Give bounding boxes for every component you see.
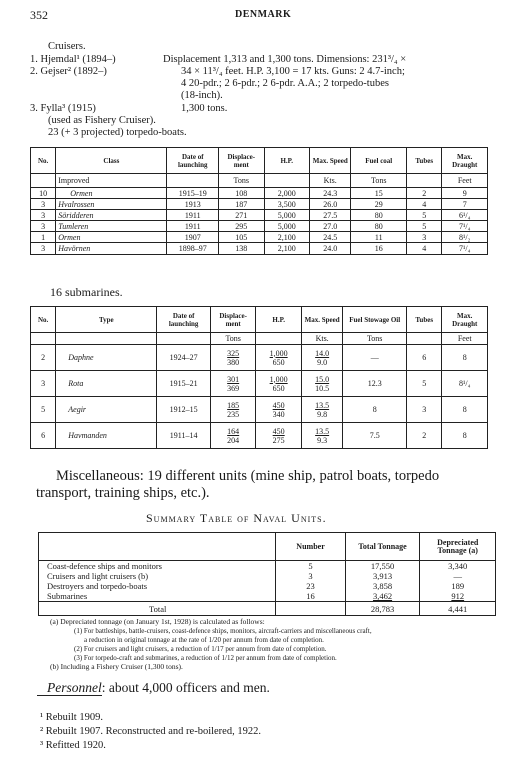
cruiser-line2-left: 2. Gejser² (1892–) — [30, 66, 107, 77]
cell-no: 3 — [31, 199, 56, 210]
hp-surface: 1,000 — [269, 374, 288, 384]
hp-surface: 450 — [272, 400, 285, 410]
cell-tubes: 3 — [407, 232, 442, 243]
th-draught: Max. Draught — [442, 148, 488, 174]
summary-body — [39, 561, 496, 602]
cell-hp — [256, 371, 301, 397]
cell-hp: 5,000 — [264, 210, 309, 221]
cell-draught: 7¹/₄ — [442, 243, 488, 255]
cell-speed — [301, 371, 342, 397]
th-no: No. — [31, 148, 56, 174]
th-draught: Max. Draught — [442, 307, 488, 333]
th-depreciated: Depreciated Tonnage (a) — [420, 533, 496, 561]
hp-surface: 1,000 — [269, 348, 288, 358]
tonnage-destroyers: 3,858 — [372, 581, 393, 591]
cell-hp — [256, 345, 301, 371]
cell-no: 3 — [31, 210, 56, 221]
unit-cell — [31, 174, 56, 188]
th-speed: Max. Speed — [310, 148, 351, 174]
speed-submerged: 9.0 — [317, 357, 328, 367]
cell-hp — [256, 397, 301, 423]
cruiser-line2-right: 34 × 11³/₄ feet. H.P. 3,100 = 17 kts. Guns: 2 4.7-inch; — [181, 66, 405, 77]
cell-tubes: 2 — [407, 188, 442, 199]
cell-fuel: 7.5 — [343, 423, 407, 449]
cell-no: 3 — [31, 243, 56, 255]
th-category — [39, 533, 276, 561]
cell-disp: 187 — [219, 199, 264, 210]
unit-cell — [264, 174, 309, 188]
disp-surface: 325 — [227, 348, 240, 358]
table-row — [31, 423, 488, 449]
personnel-line — [47, 680, 270, 696]
th-displacement: Displace-ment — [219, 148, 264, 174]
total-tonnage: 28,783 — [345, 602, 420, 616]
cruiser-line4: (18-inch). — [181, 90, 223, 101]
unit-cell: Kts. — [310, 174, 351, 188]
cell-disp — [210, 397, 255, 423]
table-row — [31, 345, 488, 371]
th-displacement: Displace-ment — [210, 307, 255, 333]
unit-cell: Kts. — [301, 333, 342, 345]
table-row — [31, 199, 488, 210]
row-label-coast-defence: Coast-defence ships and monitors — [47, 561, 162, 571]
note-a3: a reduction in original tonnage at the rate of 1/20 per annum from date of completion. — [84, 636, 324, 644]
unit-cell — [31, 333, 56, 345]
cell-disp: 295 — [219, 221, 264, 232]
submarine-table — [30, 306, 488, 449]
cell-no: 3 — [31, 221, 56, 232]
depreciated-cruisers: — — [453, 571, 462, 581]
class-cell: Improved — [56, 174, 167, 188]
unit-cell: Tons — [351, 174, 407, 188]
cell-type: Daphne — [56, 345, 157, 371]
cell-fuel: 15 — [351, 188, 407, 199]
cell-disp — [210, 423, 255, 449]
cell-class: Ormen — [56, 232, 167, 243]
speed-surface: 13.5 — [315, 426, 330, 436]
cell-date: 1924–27 — [157, 345, 211, 371]
table-row — [31, 397, 488, 423]
cell-fuel: 11 — [351, 232, 407, 243]
cell-speed: 24.0 — [310, 243, 351, 255]
num-cruisers: 3 — [308, 571, 313, 581]
total-label: Total — [39, 602, 276, 616]
unit-cell: Tons — [210, 333, 255, 345]
speed-submerged: 10.5 — [315, 383, 330, 393]
cell-type: Aegir — [56, 397, 157, 423]
cell-class: Söridderen — [56, 210, 167, 221]
cell-hp: 5,000 — [264, 221, 309, 232]
misc-line1: Miscellaneous: 19 different units (mine ship, patrol boats, torpedo — [56, 468, 440, 484]
cell-date: 1911–14 — [157, 423, 211, 449]
note-b: (b) Including a Fishery Cruiser (1,300 tons). — [50, 662, 183, 671]
cell-fuel: 8 — [343, 397, 407, 423]
hp-submerged: 650 — [272, 357, 285, 367]
th-total-tonnage: Total Tonnage — [345, 533, 420, 561]
row-label-destroyers: Destroyers and torpedo-boats — [47, 581, 148, 591]
table-row — [31, 232, 488, 243]
cell-fuel: 80 — [351, 221, 407, 232]
cell-speed: 27.0 — [310, 221, 351, 232]
cell-disp: 105 — [219, 232, 264, 243]
cell-disp — [210, 371, 255, 397]
table-row — [31, 221, 488, 232]
cell-draught: 8 — [442, 397, 488, 423]
th-date: Date of launching — [167, 148, 219, 174]
personnel-text: : about 4,000 officers and men. — [101, 680, 270, 695]
cell-no: 2 — [31, 345, 56, 371]
unit-cell — [56, 333, 157, 345]
cell-hp: 2,000 — [264, 188, 309, 199]
cell-tubes: 4 — [407, 199, 442, 210]
cell-draught: 8 — [442, 345, 488, 371]
cell-speed — [301, 423, 342, 449]
disp-submerged: 204 — [227, 435, 240, 445]
hp-submerged: 340 — [272, 409, 285, 419]
th-date: Date of launching — [157, 307, 211, 333]
cell-tubes: 5 — [407, 371, 442, 397]
unit-cell: Tons — [343, 333, 407, 345]
cell-disp — [210, 345, 255, 371]
num-submarines: 16 — [306, 591, 315, 601]
submarines-heading: 16 submarines. — [50, 285, 123, 299]
cell-date: 1913 — [167, 199, 219, 210]
units-row — [31, 174, 488, 188]
cell-hp: 2,100 — [264, 243, 309, 255]
cell-type: Havmanden — [56, 423, 157, 449]
cell-tubes: 3 — [407, 397, 442, 423]
running-title: DENMARK — [235, 9, 292, 20]
disp-surface: 164 — [227, 426, 240, 436]
disp-submerged: 369 — [227, 383, 240, 393]
unit-cell — [407, 174, 442, 188]
cell-disp: 108 — [219, 188, 264, 199]
row-label-submarines: Submarines — [47, 591, 88, 601]
cell-class: Tumleren — [56, 221, 167, 232]
tonnage-submarines: 3,462 — [372, 591, 393, 601]
page-number: 352 — [30, 8, 48, 22]
unit-cell — [256, 333, 301, 345]
note-a1: (a) Depreciated tonnage (on January 1st, 1928) is calculated as follows: — [50, 617, 265, 626]
cruiser-line6: (used as Fishery Cruiser). — [48, 115, 156, 126]
depreciated-coast-defence: 3,340 — [448, 561, 468, 571]
cell-fuel: — — [343, 345, 407, 371]
torpedo-boat-table — [30, 147, 488, 255]
total-depreciated: 4,441 — [420, 602, 496, 616]
th-no: No. — [31, 307, 56, 333]
note-a4: (2) For cruisers and light cruisers, a reduction of 1/17 per annum from date of completion. — [74, 645, 327, 653]
table-row — [31, 371, 488, 397]
misc-line2: transport, training ships, etc.). — [36, 485, 210, 501]
table-row — [31, 210, 488, 221]
cell-tubes: 2 — [407, 423, 442, 449]
cell-no: 1 — [31, 232, 56, 243]
footnote-3: ³ Refitted 1920. — [40, 740, 106, 751]
cell-hp — [256, 423, 301, 449]
cell-disp: 271 — [219, 210, 264, 221]
speed-surface: 13.5 — [315, 400, 330, 410]
disp-surface: 301 — [227, 374, 240, 384]
tonnage-coast-defence: 17,550 — [370, 561, 395, 571]
cell-speed — [301, 345, 342, 371]
th-fuel: Fuel coal — [351, 148, 407, 174]
cell-fuel: 80 — [351, 210, 407, 221]
cell-draught: 9 — [442, 188, 488, 199]
depreciated-destroyers: 189 — [451, 581, 465, 591]
speed-surface: 14.0 — [315, 348, 330, 358]
unit-cell — [157, 333, 211, 345]
torpedo-boats-heading: 23 (+ 3 projected) torpedo-boats. — [48, 127, 187, 138]
row-label-cruisers: Cruisers and light cruisers (b) — [47, 571, 149, 581]
cell-date: 1898–97 — [167, 243, 219, 255]
cell-type: Rota — [56, 371, 157, 397]
cell-date: 1912–15 — [157, 397, 211, 423]
cruisers-heading: Cruisers. — [48, 41, 86, 52]
cell-speed: 24.5 — [310, 232, 351, 243]
table-row — [31, 188, 488, 199]
num-destroyers: 23 — [306, 581, 315, 591]
cruiser-line1-left: 1. Hjemdal¹ (1894–) — [30, 54, 116, 65]
cell-date: 1907 — [167, 232, 219, 243]
cell-draught: 8¹/₄ — [442, 371, 488, 397]
cell-no: 3 — [31, 371, 56, 397]
cell-date: 1915–21 — [157, 371, 211, 397]
cell-draught: 7 — [442, 199, 488, 210]
summary-table — [38, 532, 496, 616]
cell-class: Ormen — [56, 188, 167, 199]
cell-tubes: 4 — [407, 243, 442, 255]
num-coast-defence: 5 — [308, 561, 313, 571]
unit-cell — [167, 174, 219, 188]
footnote-2: ² Rebuilt 1907. Reconstructed and re-boilered, 1922. — [40, 726, 261, 737]
cell-class: Hvalrossen — [56, 199, 167, 210]
unit-cell — [407, 333, 442, 345]
units-row — [31, 333, 488, 345]
cruiser-line5-left: 3. Fylla³ (1915) — [30, 103, 96, 114]
disp-surface: 185 — [227, 400, 240, 410]
footnote-1: ¹ Rebuilt 1909. — [40, 712, 103, 723]
cell-speed: 26.0 — [310, 199, 351, 210]
cell-fuel: 29 — [351, 199, 407, 210]
cruiser-line3: 4 20-pdr.; 2 6-pdr.; 2 6-pdr. A.A.; 2 torpedo-tubes — [181, 78, 389, 89]
th-speed: Max. Speed — [301, 307, 342, 333]
th-type: Type — [56, 307, 157, 333]
disp-submerged: 380 — [227, 357, 240, 367]
th-hp: H.P. — [264, 148, 309, 174]
cell-hp: 3,500 — [264, 199, 309, 210]
unit-cell: Tons — [219, 174, 264, 188]
speed-submerged: 9.8 — [317, 409, 328, 419]
cell-tubes: 5 — [407, 210, 442, 221]
cell-draught: 7¹/₄ — [442, 221, 488, 232]
cell-draught: 6¹/₄ — [442, 210, 488, 221]
th-tubes: Tubes — [407, 148, 442, 174]
disp-submerged: 235 — [227, 409, 240, 419]
summary-title: Summary Table of Naval Units. — [146, 511, 327, 525]
th-class: Class — [56, 148, 167, 174]
cell-speed: 24.3 — [310, 188, 351, 199]
cruiser-line5-right: 1,300 tons. — [181, 103, 228, 114]
cell-fuel: 12.3 — [343, 371, 407, 397]
cell-no: 5 — [31, 397, 56, 423]
depreciated-submarines: 912 — [451, 591, 465, 601]
unit-cell: Feet — [442, 174, 488, 188]
th-number: Number — [276, 533, 345, 561]
speed-surface: 15.0 — [315, 374, 330, 384]
th-fuel: Fuel Stowage Oil — [343, 307, 407, 333]
cell-tubes: 5 — [407, 221, 442, 232]
cell-date: 1915–19 — [167, 188, 219, 199]
th-tubes: Tubes — [407, 307, 442, 333]
cell-hp: 2,100 — [264, 232, 309, 243]
cell-date: 1911 — [167, 221, 219, 232]
cell-disp: 138 — [219, 243, 264, 255]
cell-date: 1911 — [167, 210, 219, 221]
unit-cell: Feet — [442, 333, 488, 345]
cruiser-line1-right: Displacement 1,313 and 1,300 tons. Dimensions: 231³/₄ × — [163, 54, 407, 65]
cell-class: Havörnen — [56, 243, 167, 255]
personnel-label: Personnel — [37, 680, 102, 696]
cell-draught: 8 — [442, 423, 488, 449]
summary-total-row — [39, 602, 496, 616]
cell-speed — [301, 397, 342, 423]
speed-submerged: 9.3 — [317, 435, 328, 445]
cell-draught: 8¹/₂ — [442, 232, 488, 243]
note-a5: (3) For torpedo-craft and submarines, a reduction of 1/12 per annum from date of completion. — [74, 654, 337, 662]
cell-fuel: 16 — [351, 243, 407, 255]
cell-tubes: 6 — [407, 345, 442, 371]
cell-no: 6 — [31, 423, 56, 449]
tonnage-cruisers: 3,913 — [372, 571, 393, 581]
th-hp: H.P. — [256, 307, 301, 333]
cell-no: 10 — [31, 188, 56, 199]
hp-surface: 450 — [272, 426, 285, 436]
hp-submerged: 275 — [272, 435, 285, 445]
hp-submerged: 650 — [272, 383, 285, 393]
table-row — [31, 243, 488, 255]
cell-speed: 27.5 — [310, 210, 351, 221]
note-a2: (1) For battleships, battle-cruisers, coast-defence ships, monitors, aircraft-carriers and miscellaneous craft, — [74, 627, 372, 635]
